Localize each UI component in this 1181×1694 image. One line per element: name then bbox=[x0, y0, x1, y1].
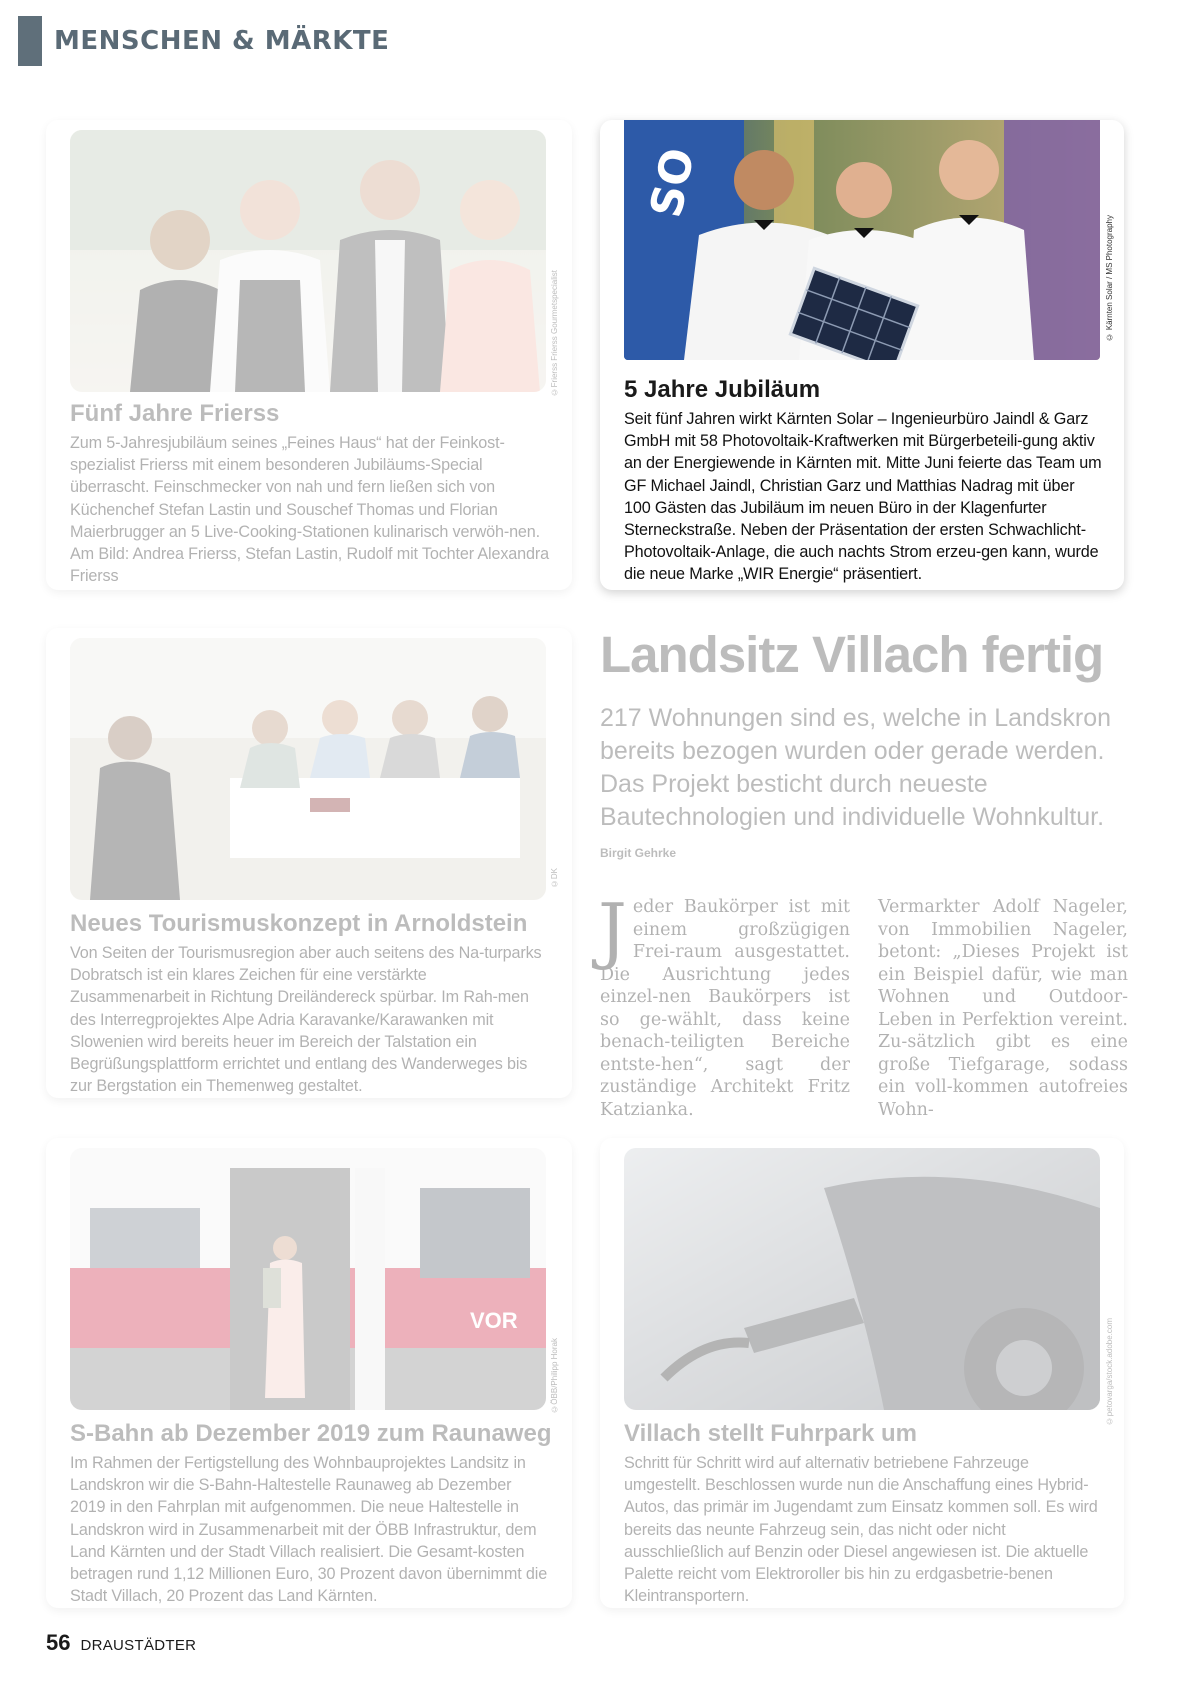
sbahn-photo bbox=[70, 1148, 546, 1410]
article-headline: Landsitz Villach fertig bbox=[600, 626, 1104, 683]
article-landsitz bbox=[600, 625, 1130, 1121]
fuhrpark-photo-image bbox=[624, 1148, 1100, 1410]
frierss-body: Zum 5-Jahresjubiläum seines „Feines Haus“ hat der Feinkost-spezialist Frierss mit einem besonderen Jubiläums-Special überrascht. Feinschmecker von nah und fern ließen sich von Küchenchef Stefan Lastin und Souschef Thomas und Florian Maierbrugger an 5 Live-Cooking-Stationen kulinarisch verwöh-nen. Am Bild: Andrea Frierss, Stefan Lastin, Rudolf mit Tochter Alexandra Frierss bbox=[70, 434, 549, 586]
article-column-1-text: eder Baukörper ist mit einem großzügigen Frei-raum ausgestattet. Die Ausrichtung jedes einzel-nen Baukörpers ist so ge-wählt, dass keine benach-teiligten Bereiche entste-hen“, sagt der zuständige Architekt Fritz Katzianka. bbox=[600, 897, 850, 1120]
frierss-photo bbox=[70, 130, 546, 392]
article-author: Birgit Gehrke bbox=[600, 846, 677, 860]
jubilaeum-title: 5 Jahre Jubiläum bbox=[624, 376, 821, 403]
jubilaeum-photo bbox=[624, 120, 1100, 360]
magazine-name: DRAUSTÄDTER bbox=[80, 1637, 197, 1654]
fuhrpark-body: Schritt für Schritt wird auf alternativ betriebene Fahrzeuge umgestellt. Beschlossen wurde nun die Anschaffung eines Hybrid-Autos, das primär im Jugendamt zum Einsatz kommen soll. Es wird bereits das neunte Fahrzeug sein, das nicht oder nicht ausschließlich auf Benzin oder Diesel angewiesen ist. Die aktuelle Palette reicht vom Elektroroller bis hin zu erdgasbetrie-benen Kleintransportern. bbox=[624, 1454, 1098, 1606]
jubilaeum-photo-credit: © Kärnten Solar / MS Photography bbox=[1105, 215, 1114, 342]
frierss-photo-credit: ©Frierss Frierss Gourmetspecialist bbox=[550, 270, 559, 397]
fuhrpark-title: Villach stellt Fuhrpark um bbox=[624, 1420, 917, 1447]
article-column-1 bbox=[598, 888, 850, 1121]
fuhrpark-photo-credit: ©petovarga/stock.adobe.com bbox=[1105, 1318, 1114, 1426]
article-columns bbox=[598, 888, 1130, 1121]
jubilaeum-photo-image bbox=[624, 120, 1100, 360]
section-accent-bar bbox=[18, 16, 42, 66]
card-tourismus bbox=[46, 628, 572, 1098]
card-fuhrpark bbox=[600, 1138, 1124, 1608]
card-sbahn bbox=[46, 1138, 572, 1608]
fuhrpark-photo bbox=[624, 1148, 1100, 1410]
article-dropcap: J bbox=[598, 888, 627, 972]
tourismus-title: Neues Tourismuskonzept in Arnoldstein bbox=[70, 910, 528, 937]
tourismus-photo-image bbox=[70, 638, 546, 900]
svg-text:SO: SO bbox=[640, 143, 705, 222]
page-footer bbox=[46, 1630, 196, 1656]
sbahn-title: S-Bahn ab Dezember 2019 zum Raunaweg bbox=[70, 1420, 552, 1447]
section-header bbox=[18, 16, 389, 66]
card-frierss bbox=[46, 120, 572, 590]
page-number: 56 bbox=[46, 1630, 71, 1655]
sbahn-body: Im Rahmen der Fertigstellung des Wohnbauprojektes Landsitz in Landskron wir die S-Bahn-Haltestelle Raunaweg ab Dezember 2019 in den Fahrplan mit aufgenommen. Die neue Haltestelle in Landskron wird in Zusammenarbeit mit der ÖBB Infrastruktur, dem Land Kärnten und der Stadt Villach realisiert. Die Gesamt-kosten betragen rund 1,12 Millionen Euro, 30 Prozent davon übernimmt die Stadt Villach, 20 Prozent das Land Kärnten. bbox=[70, 1454, 548, 1606]
frierss-title: Fünf Jahre Frierss bbox=[70, 400, 280, 427]
article-column-2: Vermarkter Adolf Nageler, von Immobilien Nageler, betont: „Dieses Projekt ist ein Beispiel dafür, wie man Wohnen und Outdoor-Leben in Perfektion vereint. Zu-sätzlich gibt es eine große Tiefgarage, sodass ein voll-kommen autofreies Wohn- bbox=[878, 897, 1128, 1120]
tourismus-photo bbox=[70, 638, 546, 900]
jubilaeum-body: Seit fünf Jahren wirkt Kärnten Solar – Ingenieurbüro Jaindl & Garz GmbH mit 58 Photovoltaik-Kraftwerken mit Bürgerbeteili-gung aktiv an der Energiewende in Kärnten mit. Mitte Juni feierte das Team um GF Michael Jaindl, Christian Garz und Matthias Nadrag mit über 100 Gästen das Jubiläum im neuen Büro in der Klagenfurter Sterneckstraße. Neben der Präsentation der ersten Schwachlicht-Photovoltaik-Anlage, die auch nachts Strom erzeu-gen kann, wurde die neue Marke „WIR Energie“ präsentiert. bbox=[624, 410, 1102, 584]
frierss-photo-image bbox=[70, 130, 546, 392]
article-lead: 217 Wohnungen sind es, welche in Landskron bereits bezogen wurden oder gerade werden. Das Projekt besticht durch neueste Bautechnologien und individuelle Wohnkultur. bbox=[600, 704, 1111, 831]
card-jubilaeum bbox=[600, 120, 1124, 590]
sbahn-photo-image bbox=[70, 1148, 546, 1410]
tourismus-body: Von Seiten der Tourismusregion aber auch seitens des Na-turparks Dobratsch ist ein klares Zeichen für eine verstärkte Zusammenarbeit in Richtung Dreiländereck spürbar. Im Rah-men des Interregprojektes Alpe Adria Karavanke/Karawanken mit Slowenien wird bereits heuer im Bereich der Talstation ein Begrüßungsplattform errichtet und entlang des Wanderweges bis zur Bergstation ein Themenweg gestaltet. bbox=[70, 944, 542, 1096]
svg-text:VOR: VOR bbox=[470, 1308, 518, 1333]
tourismus-photo-credit: ©DK bbox=[550, 868, 559, 889]
section-title: MENSCHEN & MÄRKTE bbox=[54, 26, 390, 56]
sbahn-photo-credit: ©ÖBB/Philipp Horak bbox=[550, 1338, 559, 1414]
